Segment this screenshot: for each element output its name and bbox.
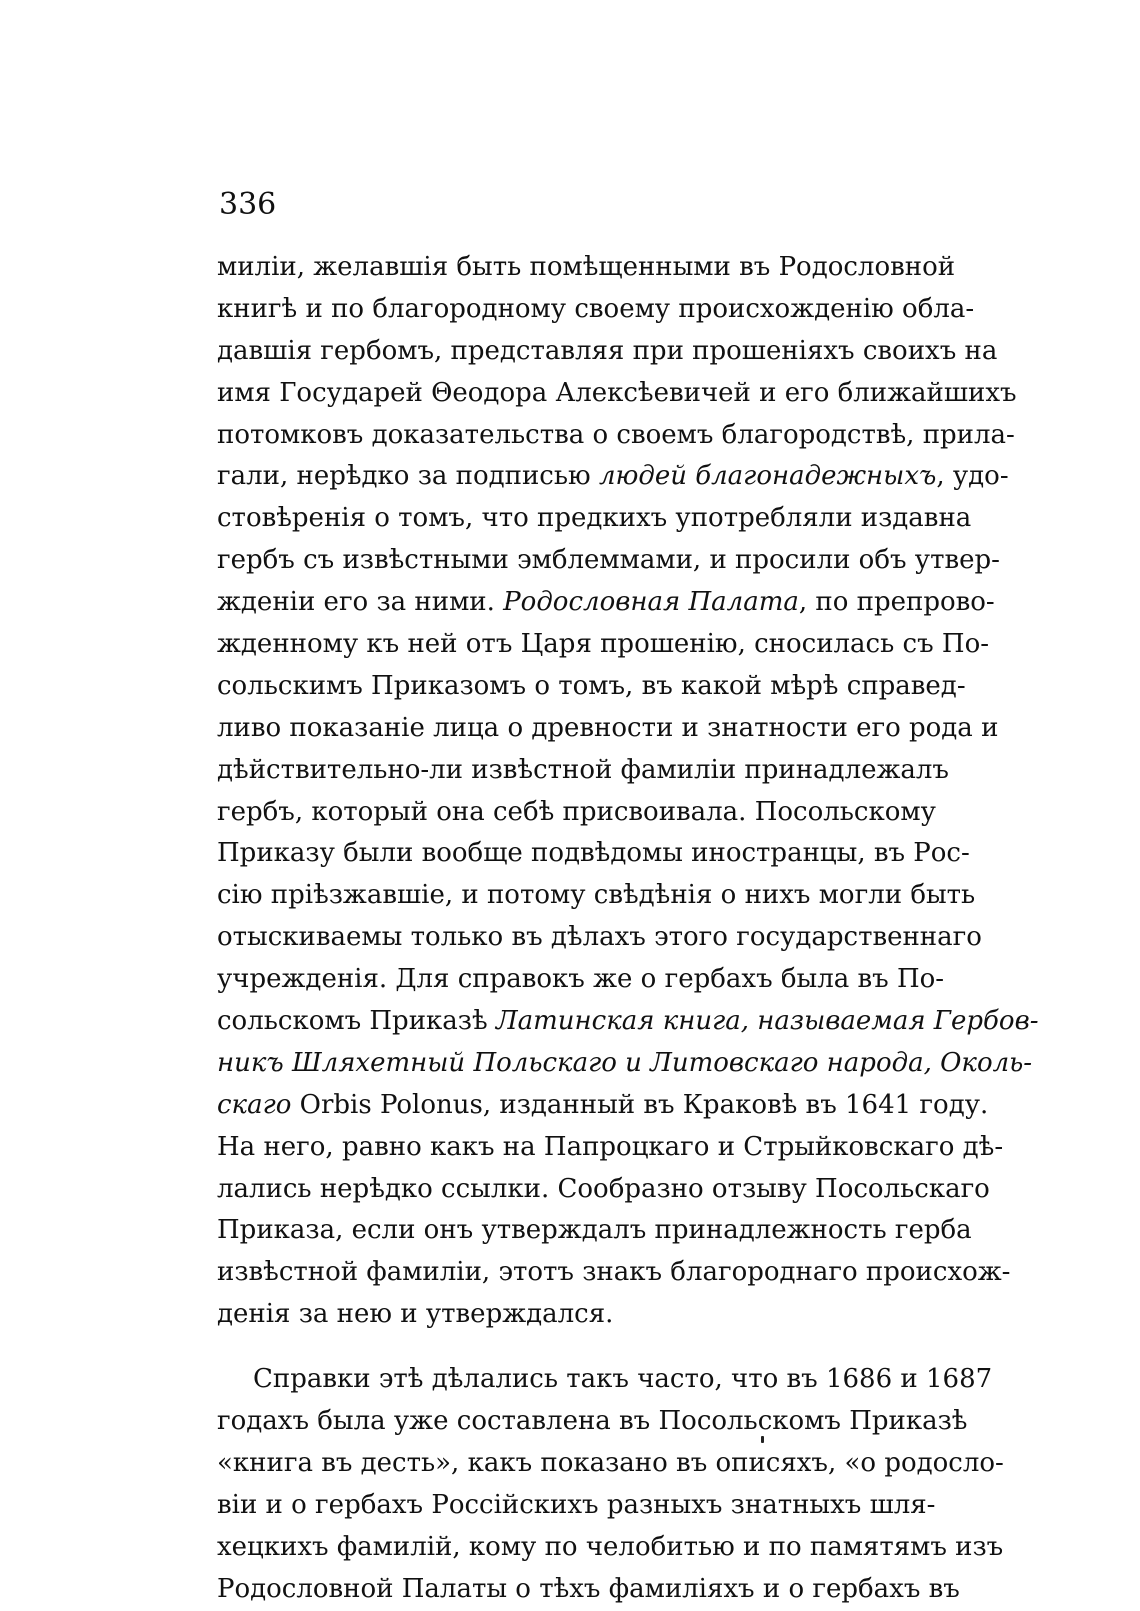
text-line xyxy=(217,833,970,875)
text-line xyxy=(217,1359,993,1401)
text-segment: Родословной Палаты о тѣхъ фамилiяхъ и о гербахъ въ xyxy=(217,1573,960,1604)
text-line xyxy=(217,1401,968,1443)
text-line xyxy=(217,540,1000,582)
text-line xyxy=(217,289,975,331)
text-segment: стовѣренiя о томъ, что предкихъ употребляли издавна xyxy=(217,503,972,534)
italic-text: Латинская книга, называемая Гербов- xyxy=(495,1006,1039,1037)
text-segment: , по препрово- xyxy=(798,587,995,618)
body-text xyxy=(217,247,1039,1611)
text-segment: милiи, желавшiя быть помѣщенными въ Родословной xyxy=(217,252,956,282)
text-line xyxy=(217,959,945,1001)
text-line xyxy=(217,1569,960,1611)
text-segment: сiю прiѣзжавшiе, и потому свѣдѣнiя о нихъ могли быть xyxy=(217,880,976,911)
text-line xyxy=(217,1527,1004,1569)
text-line xyxy=(217,1443,1004,1485)
text-line xyxy=(217,1085,989,1127)
text-segment: вiи и о гербахъ Россiйскихъ разныхъ знатныхъ шля- xyxy=(217,1489,936,1520)
text-line xyxy=(217,750,949,792)
text-segment: жденному къ ней отъ Царя прошенiю, сносилась съ По- xyxy=(217,629,990,660)
italic-text: Родословная Палата xyxy=(503,587,799,618)
text-line xyxy=(217,1001,1039,1043)
text-segment: гербъ съ извѣстными эмблеммами, и просили объ утвер- xyxy=(217,545,1000,576)
text-segment: лались нерѣдко ссылки. Сообразно отзыву Посольскаго xyxy=(217,1173,990,1204)
paragraph xyxy=(217,1359,1004,1610)
text-segment: гали, нерѣдко за подписью xyxy=(217,461,599,492)
text-segment: На него, равно какъ на Папроцкаго и Стрыйковскаго дѣ- xyxy=(217,1131,1004,1162)
text-segment: сольскомъ Приказѣ xyxy=(217,1006,496,1037)
text-line xyxy=(217,582,995,624)
text-line xyxy=(217,1294,907,1336)
text-segment: гербъ, который она себѣ присвоивала. Посольскому xyxy=(217,796,936,827)
text-segment: Приказу были вообще подвѣдомы иностранцы, въ Рос- xyxy=(217,838,970,869)
text-line xyxy=(217,498,972,540)
text-line xyxy=(217,875,976,917)
text-line xyxy=(217,666,966,708)
text-segment: хецкихъ фамилiй, кому по челобитью и по памятямъ изъ xyxy=(217,1531,1004,1562)
text-segment: ливо показанiе лица о древности и знатности его рода и xyxy=(217,712,999,743)
text-line xyxy=(217,415,1015,457)
text-line xyxy=(217,708,999,750)
italic-text: никъ Шляхетный Польскаго и Литовскаго народа, Околь- xyxy=(217,1047,1033,1078)
text-segment: годахъ была уже составлена въ Посольскомъ Приказѣ xyxy=(217,1406,968,1437)
text-segment: учрежденiя. Для справокъ же о гербахъ была въ По- xyxy=(217,964,945,995)
text-line xyxy=(217,1252,1011,1294)
italic-text: людей благонадежныхъ xyxy=(598,461,937,492)
text-segment: давшiя гербомъ, представляя при прошенiяхъ своихъ на xyxy=(217,335,998,366)
text-segment: Orbis Polonus, изданный въ Краковѣ въ 1641 году. xyxy=(291,1089,989,1120)
text-segment: жденiи его за ними. xyxy=(217,587,504,618)
text-segment: отыскиваемы только въ дѣлахъ этого государственнаго xyxy=(217,922,982,953)
italic-text: скаго xyxy=(217,1089,292,1120)
text-segment: денiя за нею и утверждался. xyxy=(217,1299,614,1330)
text-segment: Справки этѣ дѣлались такъ часто, что въ 1686 и 1687 xyxy=(253,1364,993,1395)
text-segment: , удо- xyxy=(936,461,1009,492)
text-line xyxy=(217,1210,972,1252)
text-line xyxy=(217,373,1017,415)
text-line xyxy=(217,1127,1004,1169)
text-line xyxy=(217,624,990,666)
paragraph xyxy=(217,247,1039,1336)
text-line xyxy=(217,331,998,373)
text-line xyxy=(217,917,982,959)
text-segment: книгѣ и по благородному своему происхожденiю обла- xyxy=(217,293,975,324)
text-line xyxy=(217,456,1009,498)
text-segment: Приказа, если онъ утверждалъ принадлежность герба xyxy=(217,1215,972,1246)
text-segment: имя Государей Θеодора Алексѣевичей и его ближайшихъ xyxy=(217,377,1017,408)
text-line xyxy=(217,1169,990,1211)
text-segment: «книга въ десть», какъ показано въ описяхъ, «о родосло- xyxy=(217,1447,1004,1478)
text-segment: извѣстной фамилiи, этотъ знакъ благороднаго происхож- xyxy=(217,1257,1011,1288)
text-line xyxy=(217,1485,936,1527)
page-number: 336 xyxy=(219,187,277,222)
text-line xyxy=(217,247,956,289)
text-segment: потомковъ доказательства о своемъ благородствѣ, прила- xyxy=(217,419,1015,450)
text-segment: дѣйствительно-ли извѣстной фамилiи принадлежалъ xyxy=(217,754,949,785)
text-line xyxy=(217,1043,1033,1085)
stray-ink-mark xyxy=(761,1436,764,1443)
text-segment: сольскимъ Приказомъ о томъ, въ какой мѣрѣ справед- xyxy=(217,670,966,701)
text-line xyxy=(217,792,936,834)
